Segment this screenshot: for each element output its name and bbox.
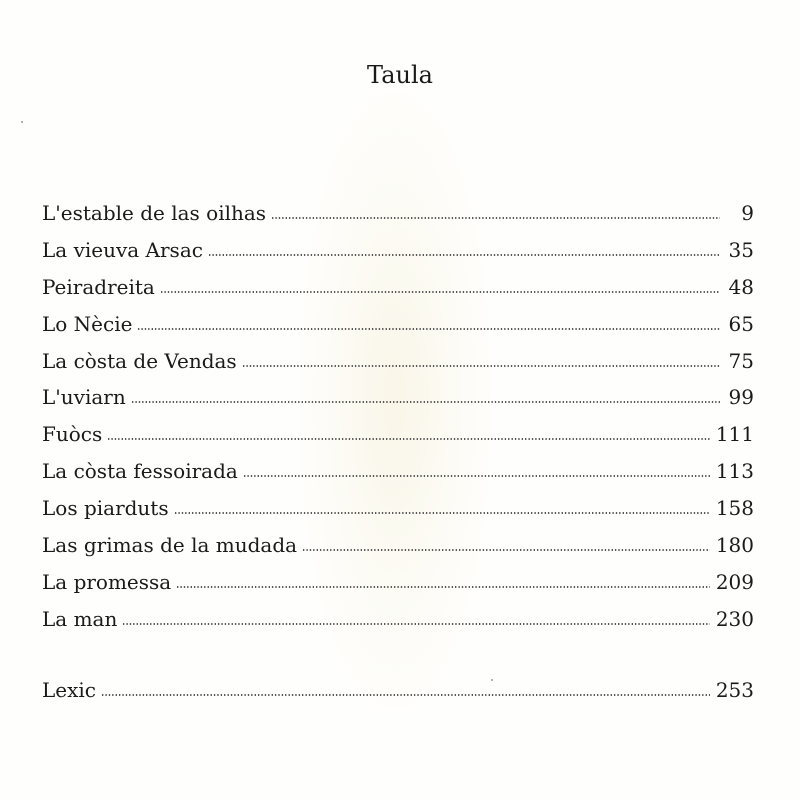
toc-entry-title: La còsta de Vendas bbox=[42, 348, 237, 373]
toc-entry-page: 35 bbox=[728, 237, 754, 262]
toc-entry-page: 75 bbox=[728, 348, 754, 373]
toc-entry-title: La man bbox=[42, 606, 118, 631]
toc-entry[interactable] bbox=[42, 675, 754, 712]
paper-speck bbox=[21, 121, 23, 123]
toc-entry[interactable] bbox=[42, 309, 754, 346]
dot-leader bbox=[122, 623, 709, 625]
dot-leader bbox=[243, 475, 710, 477]
toc-entry-title: Las grimas de la mudada bbox=[42, 533, 298, 558]
dot-leader bbox=[302, 549, 710, 551]
toc-entry-title: Fuòcs bbox=[42, 422, 103, 447]
toc-entry-title: Los piarduts bbox=[42, 496, 169, 521]
toc-entry[interactable] bbox=[42, 346, 754, 383]
dot-leader bbox=[208, 254, 720, 256]
toc-entry-page: 111 bbox=[715, 422, 754, 447]
toc-entry-title: La promessa bbox=[42, 569, 172, 594]
toc-entry[interactable] bbox=[42, 604, 754, 641]
toc-entry[interactable] bbox=[42, 493, 754, 530]
dot-leader bbox=[271, 217, 720, 219]
toc-entry-page: 209 bbox=[715, 569, 754, 594]
toc-entry[interactable] bbox=[42, 419, 754, 456]
toc-entry-page: 230 bbox=[715, 606, 754, 631]
toc-entry-page: 99 bbox=[728, 385, 754, 410]
toc-entry-title: Lexic bbox=[42, 678, 96, 702]
toc-entry[interactable] bbox=[42, 235, 754, 272]
toc-entry-page: 9 bbox=[741, 201, 754, 225]
table-of-contents-appendix bbox=[42, 675, 754, 712]
toc-entry-page: 65 bbox=[728, 311, 754, 336]
toc-entry-page: 180 bbox=[715, 533, 754, 558]
toc-entry-title: La còsta fessoirada bbox=[42, 459, 238, 484]
toc-entry-title: La vieuva Arsac bbox=[42, 237, 203, 262]
toc-entry[interactable] bbox=[42, 567, 754, 604]
dot-leader bbox=[131, 401, 720, 403]
dot-leader bbox=[160, 291, 720, 293]
toc-entry[interactable] bbox=[42, 530, 754, 567]
toc-entry-page: 113 bbox=[715, 459, 754, 484]
toc-entry-page: 48 bbox=[728, 274, 754, 299]
toc-entry-title: Peiradreita bbox=[42, 274, 155, 299]
toc-entry-page: 253 bbox=[715, 678, 754, 702]
toc-entry-title: Lo Nècie bbox=[42, 311, 133, 336]
page-title: Taula bbox=[367, 61, 433, 89]
dot-leader bbox=[107, 438, 710, 440]
toc-entry[interactable] bbox=[42, 382, 754, 419]
dot-leader bbox=[137, 328, 720, 330]
table-of-contents bbox=[42, 198, 754, 641]
dot-leader bbox=[174, 512, 710, 514]
toc-entry-title: L'uviarn bbox=[42, 385, 126, 410]
toc-entry-page: 158 bbox=[715, 496, 754, 521]
toc-entry[interactable] bbox=[42, 456, 754, 493]
toc-entry[interactable] bbox=[42, 272, 754, 309]
toc-entry-title: L'estable de las oilhas bbox=[42, 201, 267, 225]
dot-leader bbox=[242, 365, 720, 367]
dot-leader bbox=[101, 694, 710, 696]
toc-entry[interactable] bbox=[42, 198, 754, 235]
dot-leader bbox=[176, 586, 710, 588]
